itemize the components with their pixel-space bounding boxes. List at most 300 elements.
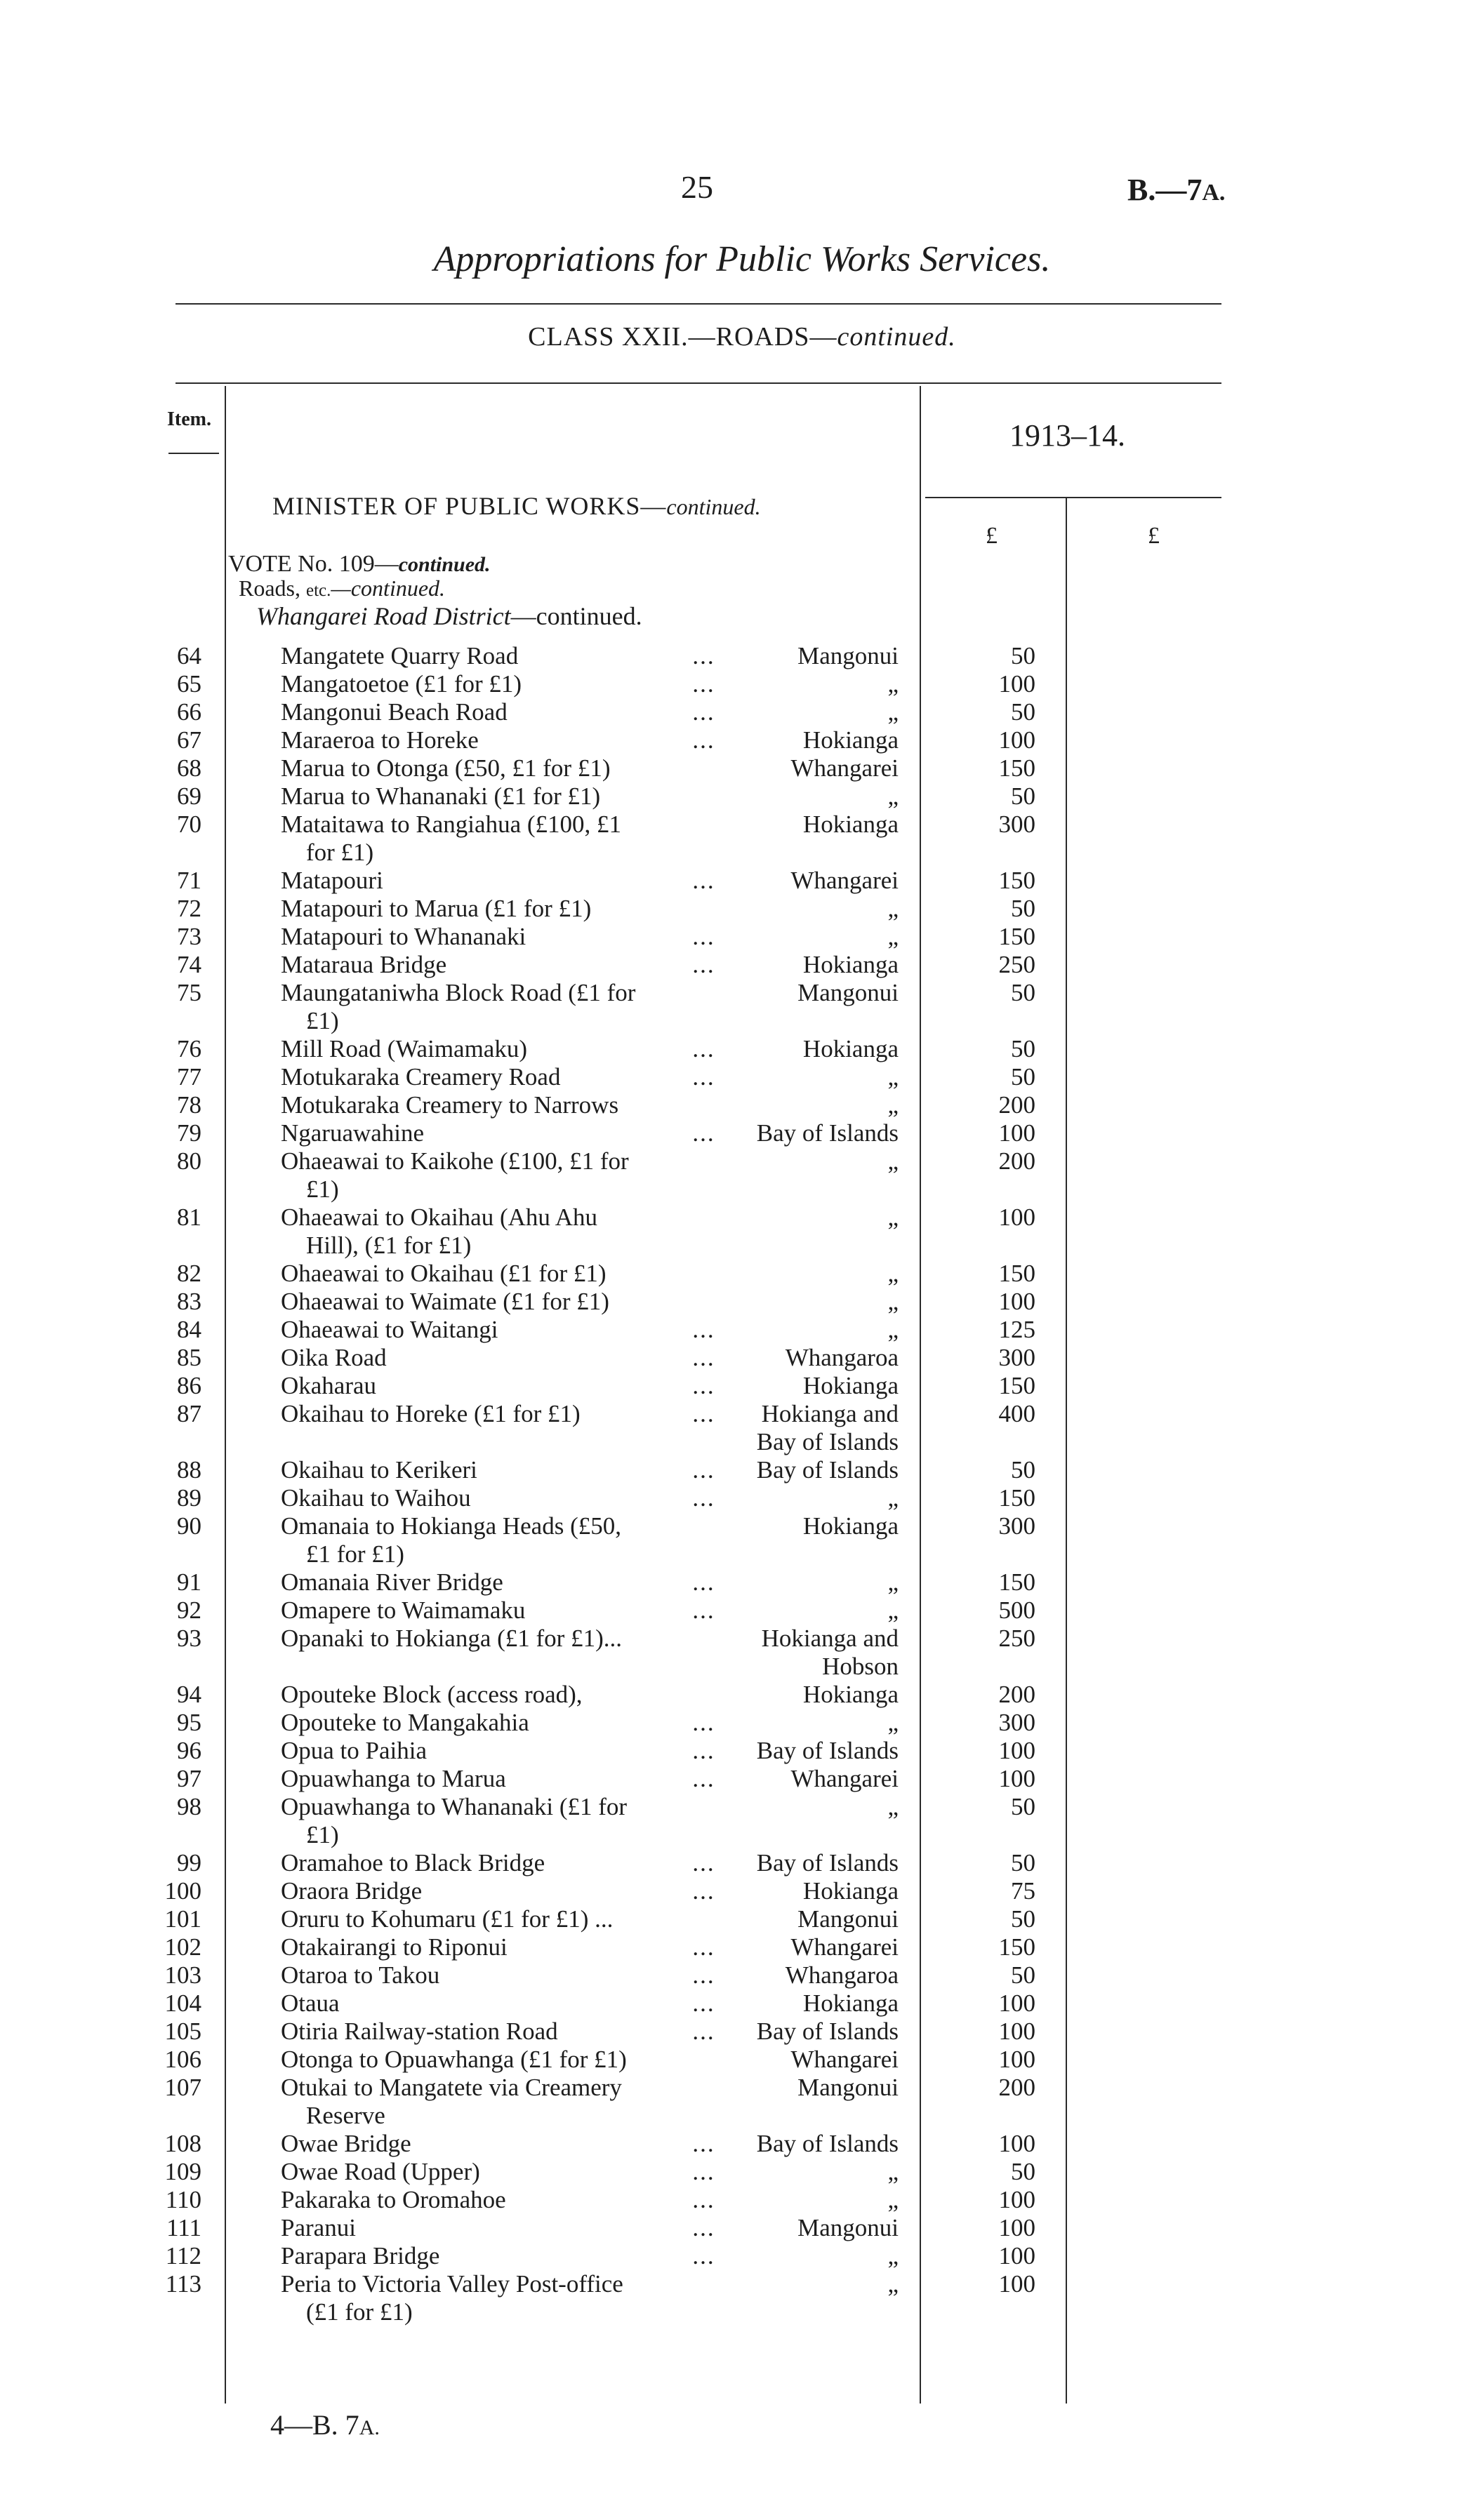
item-number: 103 [164, 1961, 201, 1989]
electorate [713, 1484, 899, 1512]
work-name-line-1: Marua to Whananaki (£1 for £1) [281, 782, 601, 810]
work-name-line-1: Matapouri [281, 867, 383, 894]
leader-dots: ... [692, 1709, 715, 1736]
work-name [281, 2130, 716, 2158]
leader-dots: ... [692, 1035, 715, 1062]
electorate [713, 2130, 899, 2158]
item-number: 68 [177, 754, 201, 782]
leader-dots: ... [692, 1877, 715, 1905]
leader-dots: ... [692, 2130, 715, 2157]
amount: 50 [1011, 1793, 1035, 1820]
electorate-line-1: „ [887, 1288, 899, 1315]
work-name [281, 1260, 716, 1288]
work-name [281, 782, 716, 811]
year-header-rule [925, 497, 1221, 498]
item-number: 105 [164, 2018, 201, 2045]
work-name [281, 1793, 716, 1849]
leader-dots: ... [692, 698, 715, 726]
title-rule [175, 303, 1221, 305]
electorate [713, 1372, 899, 1400]
electorate [713, 1400, 899, 1456]
work-name [281, 2270, 716, 2326]
leader-dots: ... [692, 1344, 715, 1371]
amount: 300 [998, 811, 1035, 838]
work-name [281, 1344, 716, 1372]
amount-column-rule [1066, 498, 1067, 2404]
item-number: 108 [164, 2130, 201, 2157]
work-name [281, 2158, 716, 2186]
work-name [281, 754, 716, 782]
roads-subheading-continued: —continued. [331, 575, 446, 601]
currency-header-1: £ [986, 523, 998, 549]
work-name [281, 1119, 716, 1147]
work-name-line-1: Otakairangi to Riponui [281, 1933, 508, 1961]
work-name [281, 670, 716, 698]
work-name-line-1: Ohaeawai to Waimate (£1 for £1) [281, 1288, 609, 1315]
electorate-line-1: Whangarei [790, 1765, 899, 1792]
work-name [281, 867, 716, 895]
work-name-line-1: Pakaraka to Oromahoe [281, 2186, 506, 2213]
page-number: 25 [681, 169, 713, 205]
work-name [281, 1316, 716, 1344]
work-name-line-1: Mangatoetoe (£1 for £1) [281, 670, 522, 698]
item-number: 84 [177, 1316, 201, 1343]
work-name [281, 1596, 716, 1625]
electorate-line-1: Whangarei [790, 2046, 899, 2073]
work-name [281, 1484, 716, 1512]
column-header-item: Item. [167, 408, 211, 430]
work-name [281, 2186, 716, 2214]
amount: 150 [998, 1568, 1035, 1596]
electorate-line-1: Hokianga [802, 1372, 899, 1399]
work-name-line-1: Mataitawa to Rangiahua (£100, £1 [281, 811, 622, 838]
electorate [713, 1793, 899, 1821]
electorate-line-1: Hokianga [802, 1681, 899, 1708]
work-name [281, 1400, 716, 1428]
amount: 50 [1011, 642, 1035, 669]
work-name-line-1: Opouteke Block (access road), [281, 1681, 583, 1708]
electorate [713, 1568, 899, 1596]
electorate-line-1: Whangaroa [785, 1961, 899, 1989]
electorate-line-1: Hokianga and [761, 1625, 899, 1652]
electorate [713, 754, 899, 782]
leader-dots: ... [692, 1372, 715, 1399]
leader-dots: ... [692, 2242, 715, 2269]
electorate [713, 1709, 899, 1737]
electorate [713, 979, 899, 1007]
amount: 200 [998, 1681, 1035, 1708]
item-number: 96 [177, 1737, 201, 1764]
amount: 100 [998, 670, 1035, 698]
work-name [281, 1063, 716, 1091]
electorate [713, 1456, 899, 1484]
work-name [281, 923, 716, 951]
item-number: 91 [177, 1568, 201, 1596]
electorate-line-1: „ [887, 2242, 899, 2269]
minister-heading-main: MINISTER OF PUBLIC WORKS— [272, 492, 667, 520]
electorate-line-1: „ [887, 1260, 899, 1287]
work-name-line-1: Owae Road (Upper) [281, 2158, 480, 2185]
electorate [713, 895, 899, 923]
item-number: 89 [177, 1484, 201, 1512]
item-number: 87 [177, 1400, 201, 1427]
work-name-line-1: Otukai to Mangatete via Creamery [281, 2074, 622, 2101]
electorate-line-1: Bay of Islands [756, 1456, 899, 1484]
work-name [281, 2018, 716, 2046]
leader-dots: ... [692, 951, 715, 978]
amount: 400 [998, 1400, 1035, 1427]
amount: 100 [998, 2214, 1035, 2241]
column-header-year: 1913–14. [1009, 418, 1125, 453]
footer-code [270, 2408, 380, 2441]
item-header-underline [168, 453, 219, 454]
leader-dots: ... [692, 2018, 715, 2045]
electorate-line-1: „ [887, 1484, 899, 1512]
amount: 100 [998, 1288, 1035, 1315]
amount: 100 [998, 1737, 1035, 1764]
item-number: 74 [177, 951, 201, 978]
work-name-line-1: Mangonui Beach Road [281, 698, 508, 726]
leader-dots: ... [692, 1484, 715, 1512]
amount: 100 [998, 2018, 1035, 2045]
leader-dots: ... [692, 1456, 715, 1484]
work-name-line-1: Otaua [281, 1989, 340, 2017]
amount: 100 [998, 2130, 1035, 2157]
electorate-line-2: Bay of Islands [756, 1428, 899, 1455]
work-name [281, 2214, 716, 2242]
work-name-line-1: Parapara Bridge [281, 2242, 440, 2269]
work-name [281, 1933, 716, 1961]
electorate [713, 1905, 899, 1933]
work-name-line-1: Owae Bridge [281, 2130, 411, 2157]
item-number: 104 [164, 1989, 201, 2017]
electorate [713, 642, 899, 670]
electorate [713, 782, 899, 811]
electorate-line-1: „ [887, 1596, 899, 1624]
electorate-line-1: „ [887, 1793, 899, 1820]
electorate [713, 1316, 899, 1344]
electorate-line-1: „ [887, 2270, 899, 2298]
amount: 250 [998, 951, 1035, 978]
leader-dots: ... [692, 670, 715, 698]
amount: 500 [998, 1596, 1035, 1624]
amount: 100 [998, 2242, 1035, 2269]
electorate [713, 1849, 899, 1877]
electorate-line-1: „ [887, 670, 899, 698]
work-name-line-1: Opua to Paihia [281, 1737, 428, 1764]
item-number: 102 [164, 1933, 201, 1961]
work-name-line-1: Opuawhanga to Marua [281, 1765, 506, 1792]
document-code [1127, 172, 1225, 208]
amount: 50 [1011, 2158, 1035, 2185]
work-name [281, 1456, 716, 1484]
footer-code-suffix: A. [359, 2416, 380, 2439]
amount: 100 [998, 2186, 1035, 2213]
item-number: 70 [177, 811, 201, 838]
electorate [713, 1091, 899, 1119]
electorate-line-1: „ [887, 895, 899, 922]
electorate [713, 2186, 899, 2214]
item-number: 82 [177, 1260, 201, 1287]
work-name [281, 2242, 716, 2270]
amount: 50 [1011, 1456, 1035, 1484]
amount: 300 [998, 1709, 1035, 1736]
electorate [713, 1877, 899, 1905]
electorate [713, 867, 899, 895]
leader-dots: ... [692, 923, 715, 950]
item-number: 81 [177, 1204, 201, 1231]
leader-dots: ... [692, 1989, 715, 2017]
electorate [713, 1035, 899, 1063]
work-name-line-2: £1) [306, 1007, 339, 1034]
doc-code-main: B.—7 [1127, 173, 1203, 207]
work-name-line-1: Motukaraka Creamery Road [281, 1063, 561, 1091]
work-name [281, 1147, 716, 1204]
electorate [713, 1147, 899, 1175]
leader-dots: ... [692, 1400, 715, 1427]
electorate [713, 698, 899, 726]
electorate-line-1: Hokianga [802, 1877, 899, 1905]
amount: 150 [998, 1484, 1035, 1512]
work-name-line-2: for £1) [306, 839, 374, 866]
electorate-line-1: „ [887, 1709, 899, 1736]
leader-dots: ... [692, 867, 715, 894]
work-name [281, 1512, 716, 1568]
amount: 100 [998, 1204, 1035, 1231]
work-name [281, 698, 716, 726]
work-name [281, 1737, 716, 1765]
leader-dots: ... [692, 1961, 715, 1989]
leader-dots: ... [692, 1596, 715, 1624]
electorate-line-1: „ [887, 1316, 899, 1343]
electorate [713, 2242, 899, 2270]
work-name-line-1: Matapouri to Whananaki [281, 923, 526, 950]
work-name-line-1: Marua to Otonga (£50, £1 for £1) [281, 754, 611, 782]
amount: 200 [998, 1147, 1035, 1175]
amount: 50 [1011, 895, 1035, 922]
work-name-line-1: Oika Road [281, 1344, 387, 1371]
electorate [713, 1204, 899, 1232]
work-name-line-1: Opanaki to Hokianga (£1 for £1)... [281, 1625, 622, 1652]
item-number: 66 [177, 698, 201, 726]
minister-heading-continued: continued. [666, 494, 761, 519]
work-name [281, 726, 716, 754]
amount: 150 [998, 754, 1035, 782]
work-name [281, 1681, 716, 1709]
work-name-line-1: Omanaia to Hokianga Heads (£50, [281, 1512, 621, 1540]
item-number: 83 [177, 1288, 201, 1315]
item-number: 80 [177, 1147, 201, 1175]
item-number: 95 [177, 1709, 201, 1736]
class-heading-continued: continued. [837, 322, 956, 352]
electorate [713, 951, 899, 979]
work-name-line-2: £1) [306, 1175, 339, 1203]
item-number: 109 [164, 2158, 201, 2185]
electorate-line-1: Whangarei [790, 867, 899, 894]
item-number: 111 [166, 2214, 201, 2241]
roads-subheading-etc: etc. [306, 581, 331, 600]
work-name [281, 1568, 716, 1596]
amount: 50 [1011, 1905, 1035, 1933]
electorate [713, 1989, 899, 2018]
electorate-line-1: Hokianga [802, 951, 899, 978]
electorate-line-1: Hokianga [802, 811, 899, 838]
amount: 100 [998, 2270, 1035, 2298]
electorate [713, 1344, 899, 1372]
item-number: 106 [164, 2046, 201, 2073]
district-continued: —continued. [510, 602, 642, 630]
item-number: 76 [177, 1035, 201, 1062]
work-name-line-1: Oramahoe to Black Bridge [281, 1849, 545, 1876]
work-name-line-1: Okaharau [281, 1372, 377, 1399]
work-name-line-1: Ohaeawai to Okaihau (£1 for £1) [281, 1260, 607, 1287]
electorate-line-1: Hokianga [802, 1035, 899, 1062]
amount: 250 [998, 1625, 1035, 1652]
item-number: 85 [177, 1344, 201, 1371]
item-number: 113 [165, 2270, 201, 2298]
electorate-line-1: Hokianga and [761, 1400, 899, 1427]
work-name-line-1: Mangatete Quarry Road [281, 642, 519, 669]
electorate [713, 811, 899, 839]
electorate-line-1: Hokianga [802, 726, 899, 754]
work-name-line-2: Hill), (£1 for £1) [306, 1232, 472, 1259]
amount: 100 [998, 2046, 1035, 2073]
item-number: 93 [177, 1625, 201, 1652]
work-name-line-2: Reserve [306, 2102, 385, 2129]
year-column-rule [920, 386, 921, 2404]
item-number: 112 [165, 2242, 201, 2269]
work-name [281, 2074, 716, 2130]
electorate-line-1: Mangonui [797, 1905, 899, 1933]
item-number: 77 [177, 1063, 201, 1091]
amount: 200 [998, 1091, 1035, 1119]
electorate-line-1: „ [887, 782, 899, 810]
electorate [713, 1933, 899, 1961]
work-name [281, 1372, 716, 1400]
work-name-line-1: Okaihau to Horeke (£1 for £1) [281, 1400, 581, 1427]
electorate [713, 2158, 899, 2186]
vote-heading-continued: continued. [398, 553, 491, 576]
work-name-line-1: Ngaruawahine [281, 1119, 425, 1147]
item-number: 90 [177, 1512, 201, 1540]
work-name-line-1: Oraora Bridge [281, 1877, 423, 1905]
item-number: 100 [164, 1877, 201, 1905]
work-name-line-1: Ohaeawai to Waitangi [281, 1316, 498, 1343]
electorate-line-1: Whangaroa [785, 1344, 899, 1371]
minister-heading [272, 491, 761, 521]
electorate-line-1: Bay of Islands [756, 2018, 899, 2045]
item-number: 101 [164, 1905, 201, 1933]
electorate-line-1: „ [887, 2158, 899, 2185]
electorate [713, 1288, 899, 1316]
item-number: 73 [177, 923, 201, 950]
electorate [713, 923, 899, 951]
item-number: 71 [177, 867, 201, 894]
district-name: Whangarei Road District [256, 602, 511, 630]
amount: 50 [1011, 1063, 1035, 1091]
electorate-line-1: Mangonui [797, 2214, 899, 2241]
electorate [713, 1119, 899, 1147]
leader-dots: ... [692, 1063, 715, 1091]
electorate-line-1: „ [887, 698, 899, 726]
work-name [281, 1877, 716, 1905]
electorate-line-1: „ [887, 1063, 899, 1091]
currency-header-2: £ [1148, 523, 1160, 549]
work-name-line-1: Paranui [281, 2214, 356, 2241]
amount: 150 [998, 867, 1035, 894]
leader-dots: ... [692, 1933, 715, 1961]
electorate [713, 726, 899, 754]
electorate [713, 1596, 899, 1625]
work-name-line-1: Ohaeawai to Okaihau (Ahu Ahu [281, 1204, 597, 1231]
electorate [713, 1625, 899, 1681]
work-name-line-1: Mill Road (Waimamaku) [281, 1035, 527, 1062]
amount: 50 [1011, 782, 1035, 810]
item-number: 97 [177, 1765, 201, 1792]
item-number: 94 [177, 1681, 201, 1708]
electorate [713, 1737, 899, 1765]
work-name-line-1: Matapouri to Marua (£1 for £1) [281, 895, 592, 922]
electorate [713, 2074, 899, 2102]
work-name-line-1: Mataraua Bridge [281, 951, 447, 978]
work-name-line-1: Ohaeawai to Kaikohe (£100, £1 for [281, 1147, 629, 1175]
amount: 150 [998, 1372, 1035, 1399]
work-name-line-1: Opouteke to Mangakahia [281, 1709, 529, 1736]
footer-code-main: 4—B. 7 [270, 2409, 359, 2441]
item-number: 107 [164, 2074, 201, 2101]
electorate [713, 1961, 899, 1989]
electorate [713, 2018, 899, 2046]
electorate-line-1: „ [887, 1091, 899, 1119]
amount: 50 [1011, 979, 1035, 1006]
electorate-line-1: Mangonui [797, 2074, 899, 2101]
work-name-line-1: Oruru to Kohumaru (£1 for £1) ... [281, 1905, 614, 1933]
item-number: 72 [177, 895, 201, 922]
work-name [281, 1709, 716, 1737]
work-name-line-1: Omanaia River Bridge [281, 1568, 503, 1596]
electorate-line-1: „ [887, 1204, 899, 1231]
item-number: 92 [177, 1596, 201, 1624]
work-name-line-1: Otiria Railway-station Road [281, 2018, 558, 2045]
leader-dots: ... [692, 1119, 715, 1147]
work-name [281, 1625, 716, 1653]
work-name [281, 2046, 716, 2074]
electorate-line-1: Bay of Islands [756, 1119, 899, 1147]
class-heading-main: CLASS XXII.—ROADS— [528, 322, 837, 352]
electorate [713, 1512, 899, 1540]
work-name-line-1: Maungataniwha Block Road (£1 for [281, 979, 636, 1006]
amount: 100 [998, 1989, 1035, 2017]
leader-dots: ... [692, 1568, 715, 1596]
item-number: 65 [177, 670, 201, 698]
item-number: 64 [177, 642, 201, 669]
amount: 300 [998, 1344, 1035, 1371]
amount: 50 [1011, 1961, 1035, 1989]
amount: 150 [998, 1260, 1035, 1287]
page-title: Appropriations for Public Works Services. [433, 239, 1051, 279]
district-subheading [256, 601, 642, 631]
electorate-line-2: Hobson [822, 1653, 899, 1680]
leader-dots: ... [692, 726, 715, 754]
roads-subheading-main: Roads, [239, 575, 306, 601]
amount: 75 [1011, 1877, 1035, 1905]
leader-dots: ... [692, 1737, 715, 1764]
work-name-line-2: (£1 for £1) [306, 2298, 413, 2326]
item-number: 75 [177, 979, 201, 1006]
work-name-line-1: Opuawhanga to Whananaki (£1 for [281, 1793, 628, 1820]
amount: 100 [998, 1765, 1035, 1792]
leader-dots: ... [692, 1765, 715, 1792]
